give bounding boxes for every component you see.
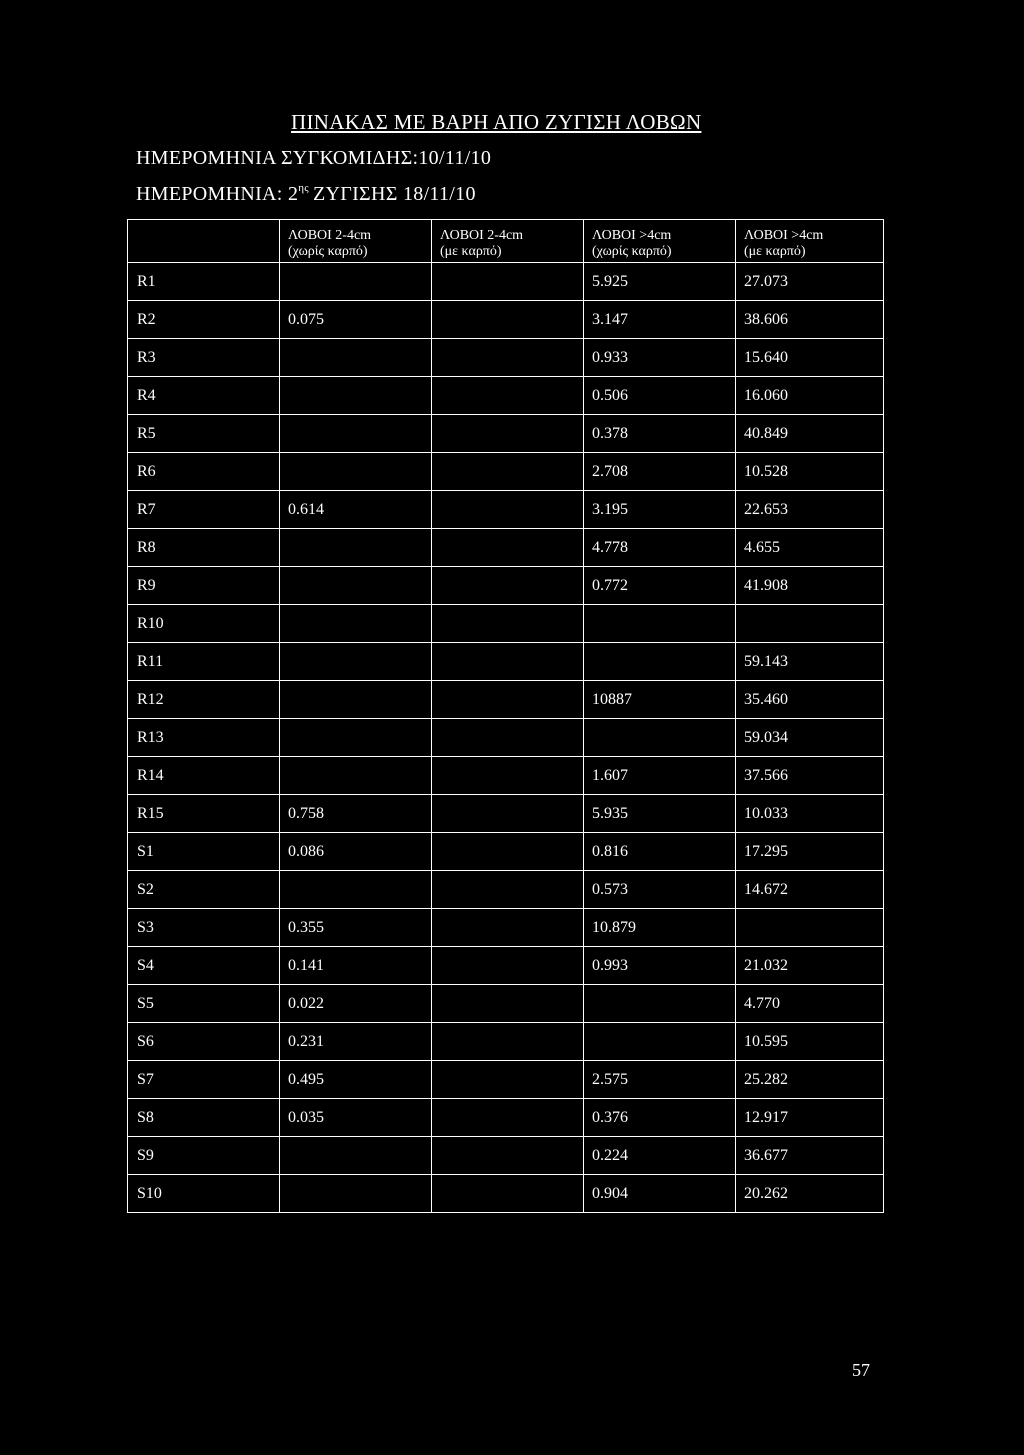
value-cell xyxy=(280,643,432,681)
row-label-cell: R3 xyxy=(128,339,280,377)
value-cell xyxy=(280,757,432,795)
value-cell: 4.778 xyxy=(584,529,736,567)
table-row xyxy=(128,795,884,833)
value-cell: 59.143 xyxy=(736,643,884,681)
value-cell xyxy=(280,415,432,453)
row-label-cell: R10 xyxy=(128,605,280,643)
row-label-cell: S8 xyxy=(128,1099,280,1137)
column-header-line1: ΛΟΒΟΙ 2-4cm xyxy=(288,228,372,243)
value-cell: 0.355 xyxy=(280,909,432,947)
value-cell xyxy=(432,263,584,301)
value-cell xyxy=(280,339,432,377)
value-cell: 0.086 xyxy=(280,833,432,871)
value-cell xyxy=(736,605,884,643)
value-cell: 37.566 xyxy=(736,757,884,795)
table-row xyxy=(128,643,884,681)
value-cell: 14.672 xyxy=(736,871,884,909)
column-header-line2: (χωρίς καρπό) xyxy=(288,244,368,259)
table-row xyxy=(128,263,884,301)
table-row xyxy=(128,453,884,491)
table-header xyxy=(128,220,884,263)
table-row xyxy=(128,1023,884,1061)
table-row xyxy=(128,681,884,719)
pod-weights-table xyxy=(127,219,884,1213)
header-row xyxy=(128,220,884,263)
row-label-cell: R15 xyxy=(128,795,280,833)
value-cell: 0.573 xyxy=(584,871,736,909)
row-label-cell: R5 xyxy=(128,415,280,453)
column-header-2 xyxy=(432,220,584,263)
value-cell: 10.033 xyxy=(736,795,884,833)
value-cell xyxy=(584,643,736,681)
value-cell xyxy=(432,453,584,491)
value-cell: 0.035 xyxy=(280,1099,432,1137)
value-cell: 0.758 xyxy=(280,795,432,833)
column-header-line2: (με καρπό) xyxy=(440,244,502,259)
value-cell xyxy=(280,1137,432,1175)
value-cell xyxy=(280,719,432,757)
row-label-cell: R8 xyxy=(128,529,280,567)
row-label-cell: R9 xyxy=(128,567,280,605)
value-cell: 0.816 xyxy=(584,833,736,871)
column-header-line1: ΛΟΒΟΙ >4cm xyxy=(592,228,672,243)
weighing-date-line xyxy=(136,182,476,206)
row-label-cell: R11 xyxy=(128,643,280,681)
row-label-cell: R12 xyxy=(128,681,280,719)
value-cell: 41.908 xyxy=(736,567,884,605)
value-cell: 21.032 xyxy=(736,947,884,985)
value-cell: 5.925 xyxy=(584,263,736,301)
value-cell xyxy=(432,339,584,377)
value-cell xyxy=(432,529,584,567)
row-label-cell: R14 xyxy=(128,757,280,795)
table-row xyxy=(128,909,884,947)
table-row xyxy=(128,833,884,871)
row-label-cell: R13 xyxy=(128,719,280,757)
value-cell: 0.933 xyxy=(584,339,736,377)
value-cell xyxy=(432,643,584,681)
value-cell xyxy=(280,1175,432,1213)
value-cell: 20.262 xyxy=(736,1175,884,1213)
value-cell: 0.506 xyxy=(584,377,736,415)
value-cell xyxy=(432,795,584,833)
table-row xyxy=(128,491,884,529)
column-header-1 xyxy=(280,220,432,263)
table-row xyxy=(128,947,884,985)
value-cell: 0.904 xyxy=(584,1175,736,1213)
table-row xyxy=(128,1061,884,1099)
value-cell xyxy=(432,833,584,871)
value-cell xyxy=(432,909,584,947)
row-label-cell: S4 xyxy=(128,947,280,985)
value-cell xyxy=(432,567,584,605)
column-header-3 xyxy=(584,220,736,263)
row-label-cell: R1 xyxy=(128,263,280,301)
row-label-cell: S1 xyxy=(128,833,280,871)
value-cell xyxy=(280,567,432,605)
value-cell xyxy=(280,605,432,643)
value-cell: 25.282 xyxy=(736,1061,884,1099)
row-label-cell: S6 xyxy=(128,1023,280,1061)
value-cell: 3.195 xyxy=(584,491,736,529)
value-cell: 10.879 xyxy=(584,909,736,947)
value-cell: 10887 xyxy=(584,681,736,719)
value-cell: 0.231 xyxy=(280,1023,432,1061)
value-cell xyxy=(432,985,584,1023)
value-cell xyxy=(280,871,432,909)
table-row xyxy=(128,1137,884,1175)
table-row xyxy=(128,757,884,795)
value-cell xyxy=(736,909,884,947)
value-cell: 38.606 xyxy=(736,301,884,339)
weighing-line-suffix: ΖΥΓΙΣΗΣ 18/11/10 xyxy=(312,183,476,205)
value-cell xyxy=(280,377,432,415)
weighing-line-ordinal: ης xyxy=(298,182,309,194)
value-cell xyxy=(432,377,584,415)
value-cell xyxy=(432,719,584,757)
column-header-line1: ΛΟΒΟΙ >4cm xyxy=(744,228,824,243)
value-cell: 0.378 xyxy=(584,415,736,453)
value-cell: 0.141 xyxy=(280,947,432,985)
value-cell xyxy=(432,947,584,985)
table-row xyxy=(128,1099,884,1137)
value-cell xyxy=(280,453,432,491)
value-cell: 4.655 xyxy=(736,529,884,567)
value-cell: 0.075 xyxy=(280,301,432,339)
value-cell: 0.772 xyxy=(584,567,736,605)
value-cell: 59.034 xyxy=(736,719,884,757)
page-number: 57 xyxy=(852,1360,870,1380)
value-cell xyxy=(432,1023,584,1061)
value-cell xyxy=(584,605,736,643)
row-label-cell: S3 xyxy=(128,909,280,947)
value-cell xyxy=(432,1061,584,1099)
table-row xyxy=(128,871,884,909)
value-cell: 15.640 xyxy=(736,339,884,377)
value-cell xyxy=(280,263,432,301)
table-row xyxy=(128,377,884,415)
value-cell xyxy=(432,757,584,795)
value-cell xyxy=(432,605,584,643)
row-label-cell: R7 xyxy=(128,491,280,529)
value-cell: 22.653 xyxy=(736,491,884,529)
value-cell: 35.460 xyxy=(736,681,884,719)
weighing-line-prefix: ΗΜΕΡΟΜΗΝΙΑ: 2 xyxy=(136,183,299,205)
value-cell: 36.677 xyxy=(736,1137,884,1175)
table-row xyxy=(128,301,884,339)
value-cell: 10.528 xyxy=(736,453,884,491)
value-cell xyxy=(280,681,432,719)
harvest-date-line: ΗΜΕΡΟΜΗΝΙΑ ΣΥΓΚΟΜΙΔΗΣ:10/11/10 xyxy=(136,147,492,169)
value-cell xyxy=(280,529,432,567)
row-label-cell: S10 xyxy=(128,1175,280,1213)
header-corner-cell xyxy=(128,220,280,263)
column-header-line2: (με καρπό) xyxy=(744,244,806,259)
table-row xyxy=(128,1175,884,1213)
document-title: ΠΙΝΑΚΑΣ ΜΕ ΒΑΡΗ ΑΠΟ ΖΥΓΙΣΗ ΛΟΒΩΝ xyxy=(291,110,702,134)
table-row xyxy=(128,985,884,1023)
value-cell: 3.147 xyxy=(584,301,736,339)
value-cell: 4.770 xyxy=(736,985,884,1023)
value-cell xyxy=(584,719,736,757)
value-cell: 40.849 xyxy=(736,415,884,453)
value-cell: 0.993 xyxy=(584,947,736,985)
value-cell: 0.022 xyxy=(280,985,432,1023)
column-header-line2: (χωρίς καρπό) xyxy=(592,244,672,259)
value-cell xyxy=(432,1175,584,1213)
value-cell: 0.224 xyxy=(584,1137,736,1175)
value-cell: 0.495 xyxy=(280,1061,432,1099)
value-cell xyxy=(584,985,736,1023)
column-header-4 xyxy=(736,220,884,263)
table-row xyxy=(128,567,884,605)
row-label-cell: R6 xyxy=(128,453,280,491)
table-body xyxy=(128,263,884,1213)
value-cell xyxy=(432,491,584,529)
value-cell: 17.295 xyxy=(736,833,884,871)
table-row xyxy=(128,719,884,757)
value-cell xyxy=(432,1099,584,1137)
value-cell xyxy=(432,415,584,453)
value-cell xyxy=(432,1137,584,1175)
value-cell: 2.708 xyxy=(584,453,736,491)
row-label-cell: R4 xyxy=(128,377,280,415)
value-cell: 27.073 xyxy=(736,263,884,301)
table-row xyxy=(128,529,884,567)
value-cell xyxy=(432,871,584,909)
row-label-cell: S9 xyxy=(128,1137,280,1175)
table-row xyxy=(128,339,884,377)
value-cell: 0.376 xyxy=(584,1099,736,1137)
column-header-line1: ΛΟΒΟΙ 2-4cm xyxy=(440,228,524,243)
row-label-cell: S7 xyxy=(128,1061,280,1099)
value-cell: 10.595 xyxy=(736,1023,884,1061)
value-cell: 1.607 xyxy=(584,757,736,795)
value-cell: 16.060 xyxy=(736,377,884,415)
value-cell xyxy=(432,301,584,339)
table-row xyxy=(128,605,884,643)
value-cell xyxy=(432,681,584,719)
row-label-cell: S2 xyxy=(128,871,280,909)
row-label-cell: R2 xyxy=(128,301,280,339)
value-cell: 5.935 xyxy=(584,795,736,833)
value-cell xyxy=(584,1023,736,1061)
value-cell: 12.917 xyxy=(736,1099,884,1137)
value-cell: 0.614 xyxy=(280,491,432,529)
value-cell: 2.575 xyxy=(584,1061,736,1099)
row-label-cell: S5 xyxy=(128,985,280,1023)
table-row xyxy=(128,415,884,453)
